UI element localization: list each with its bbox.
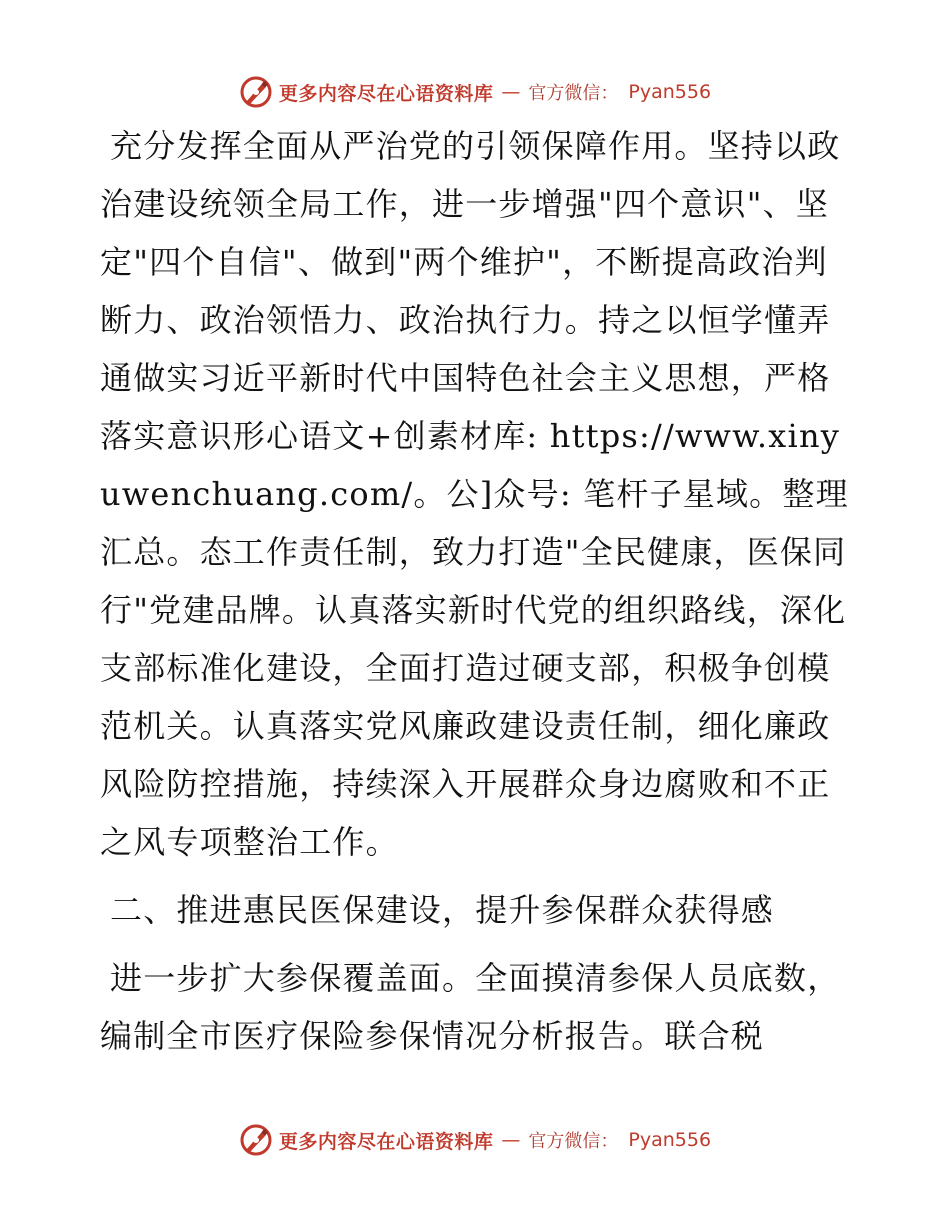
watermark-brand-text: 更多内容尽在心语资料库 (278, 1130, 494, 1153)
section-heading: 二、推进惠民医保建设，提升参保群众获得感 (110, 891, 775, 929)
watermark-wechat-label: 官方微信： (528, 83, 619, 104)
watermark-wechat-label: 官方微信： (528, 1131, 619, 1152)
body-paragraph: 进一步扩大参保覆盖面。全面摸清参保人员底数，编制全市医疗保险参保情况分析报告。联合税 (100, 959, 841, 1055)
watermark-brand-text: 更多内容尽在心语资料库 (278, 82, 494, 105)
pen-logo-icon (239, 1123, 273, 1157)
footer-watermark (0, 1120, 950, 1160)
watermark-wechat-id: Pyan556 (628, 1129, 712, 1151)
pen-logo-icon (239, 75, 273, 109)
document-body (100, 117, 852, 1065)
body-paragraph: 充分发挥全面从严治党的引领保障作用。坚持以政治建设统领全局工作，进一步增强"四个意识"、坚定"四个自信"、做到"两个维护"，不断提高政治判断力、政治领悟力、政治执行力。持之以恒学懂弄通做实习近平新时代中国特色社会主义思想，严格落实意识形心语文+创素材库: https://www.xinyuwenchuang.com/。公]众号: 笔杆子星域。整理汇总。态工作责任制，致力打造"全民健康，医保同行"党建品牌。认真落实新时代党的组织路线，深化支部标准化建设，全面打造过硬支部，积极争创模范机关。认真落实党风廉政建设责任制，细化廉政风险防控措施，持续深入开展群众身边腐败和不正之风专项整治工作。 (100, 127, 849, 861)
watermark-dash: — (501, 81, 521, 103)
header-watermark (0, 72, 950, 112)
watermark-wechat-id: Pyan556 (628, 81, 712, 103)
watermark-dash: — (501, 1129, 521, 1151)
